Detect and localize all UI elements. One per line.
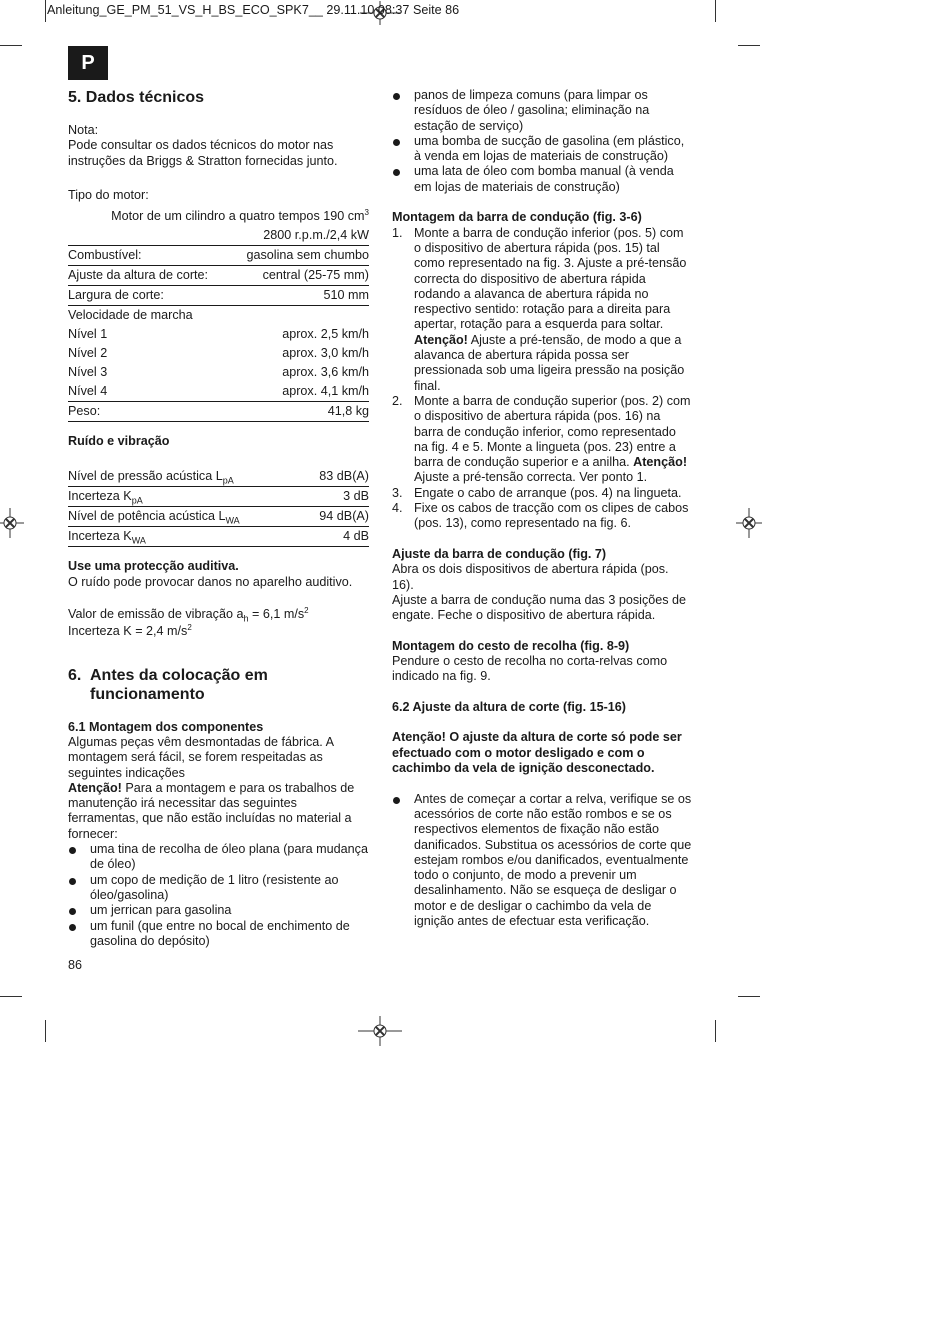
list-item: 2. Monte a barra de condução superior (pos. 2) com o dispositivo de abertura rápida (pos. 16) na barra de condução inferior, como representado na fig. 4 e 5. Monte a lingueta (pos. 23) entre a barra de condução superior e a anilha. Atenção! Ajuste a pré-tensão correcta. Ver ponto 1. — [392, 393, 691, 485]
spec-row: Velocidade de marcha — [68, 308, 193, 323]
attention-tools: Atenção! Para a montagem e para os trabalhos de manutenção irá necessitar das seguintes ferramentas, que não estão incluídas no material a fornecer: — [68, 780, 355, 841]
crop-mark — [715, 0, 716, 22]
vibration-uncertainty: Incerteza K = 2,4 $m/s^2$ — [68, 623, 192, 639]
spec-row: Ajuste da altura de corte: central (25-75 mm) — [68, 266, 369, 286]
spec-row: Combustível: gasolina sem chumbo — [68, 246, 369, 266]
noise-table — [68, 467, 369, 547]
noise-row: Nível de pressão acústica $L_{pA}$ 83 dB(A) — [68, 469, 369, 486]
subsection-6-1-title: 6.1 Montagem dos componentes — [68, 719, 264, 734]
list-item: uma tina de recolha de óleo plana (para mudança de óleo) — [68, 842, 369, 873]
basket-text: Pendure o cesto de recolha no corta-relvas como indicado na fig. 9. — [392, 653, 668, 684]
crop-mark — [0, 996, 22, 997]
section6-title: 6. Antes da colocação em funcionamento — [68, 666, 268, 703]
motor-line2: 2800 r.p.m./2,4 kW — [68, 226, 369, 246]
language-tab: P — [68, 46, 108, 80]
noise-row: Nível de potência acústica $L_{WA}$ 94 dB(A) — [68, 509, 369, 526]
registration-mark-icon — [0, 508, 24, 542]
file-header: Anleitung_GE_PM_51_VS_H_BS_ECO_SPK7__ 29.11.10 08:37 Seite 86 — [47, 3, 460, 17]
page-number: 86 — [68, 958, 83, 972]
assembly-intro: Algumas peças vêm desmontadas de fábrica. A montagem será fácil, se forem respeitadas as seguintes indicações — [68, 734, 334, 780]
handle-adjust-text1: Abra os dois dispositivos de abertura rápida (pos. 16). — [392, 562, 669, 592]
spec-row: Nível 2 aprox. 3,0 km/h — [68, 346, 369, 361]
crop-mark — [738, 45, 760, 46]
note-label: Nota: — [68, 123, 99, 137]
note-text: Pode consultar os dados técnicos do motor nas instruções da Briggs & Stratton fornecidas junto. — [68, 138, 338, 168]
handle-adjust-title: Ajuste da barra de condução (fig. 7) — [392, 546, 607, 561]
crop-mark — [738, 996, 760, 997]
crop-mark — [45, 1020, 46, 1042]
list-item: um copo de medição de 1 litro (resistente ao óleo/gasolina) — [68, 873, 369, 904]
registration-mark-icon — [358, 1016, 402, 1050]
list-item: Antes de começar a cortar a relva, verifique se os acessórios de corte não estão rombos e se os respectivos elementos de fixação não estão danificados. Substitua os acessórios de corte que estejam rombos e/ou danificados, eventualmente todo o conjunto, de modo a prevenir um desalinhamento. Não se esqueça de desligar o motor e de desligar o cachimbo da vela de ignição antes de efectuar esta verificação. — [392, 792, 692, 930]
spec-row: Largura de corte: 510 mm — [68, 286, 369, 306]
basket-title: Montagem do cesto de recolha (fig. 8-9) — [392, 638, 630, 653]
noise-row: Incerteza $K_{WA}$ 4 dB — [68, 529, 369, 546]
list-item: uma lata de óleo com bomba manual (à venda em lojas de materiais de construção) — [392, 164, 692, 195]
cutting-height-warning: Atenção! O ajuste da altura de corte só pode ser efectuado com o motor desligado e com o cachimbo da vela de ignição desconectado. — [392, 730, 682, 776]
left-column — [68, 88, 369, 949]
list-item: um jerrican para gasolina — [68, 903, 369, 918]
spec-row: Nível 4 aprox. 4,1 km/h — [68, 382, 369, 402]
section5-title: 5. Dados técnicos — [68, 89, 205, 106]
right-column — [392, 88, 692, 929]
noise-row: Incerteza $K_{pA}$ 3 dB — [68, 489, 369, 506]
crop-mark — [715, 1020, 716, 1042]
list-item: uma bomba de sucção de gasolina (em plástico, à venda em lojas de materiais de construção) — [392, 134, 692, 165]
list-item: um funil (que entre no bocal de enchimento de gasolina do depósito) — [68, 919, 369, 950]
motor-type-label: Tipo do motor: — [68, 187, 149, 202]
list-item: 3. Engate o cabo de arranque (pos. 4) na lingueta. — [392, 485, 682, 500]
spec-row: Nível 3 aprox. 3,6 km/h — [68, 365, 369, 380]
handle-adjust-text2: Ajuste a barra de condução numa das 3 posições de engate. Feche o dispositivo de abertura rápida. — [392, 592, 687, 623]
list-item: panos de limpeza comuns (para limpar os resíduos de óleo / gasolina; eliminação na estação de serviço) — [392, 88, 692, 134]
spec-row: Peso: 41,8 kg — [68, 402, 369, 422]
handle-steps — [392, 226, 692, 532]
hearing-text: O ruído pode provocar danos no aparelho auditivo. — [68, 574, 353, 589]
tools-list-right — [392, 88, 692, 195]
motor-line1: Motor de um cilindro a quatro tempos 190 $cm^3$ — [111, 208, 369, 224]
noise-title: Ruído e vibração — [68, 434, 170, 449]
crop-mark — [45, 0, 46, 22]
handle-assembly-title: Montagem da barra de condução (fig. 3-6) — [392, 210, 642, 225]
tools-list-left — [68, 842, 369, 949]
hearing-warning: Use uma protecção auditiva. — [68, 559, 239, 574]
spec-table — [68, 246, 369, 422]
spec-row: Nível 1 aprox. 2,5 km/h — [68, 327, 369, 342]
subsection-6-2-title: 6.2 Ajuste da altura de corte (fig. 15-16) — [392, 699, 626, 714]
vibration-value: Valor de emissão de vibração $a_h = 6,1$ $m/s^2$ — [68, 606, 309, 624]
list-item: 4. Fixe os cabos de tracção com os clipes de cabos (pos. 13), como representado na fig. 6. — [392, 501, 689, 531]
list-item: 1. Monte a barra de condução inferior (pos. 5) com o dispositivo de abertura rápida (pos. 15) tal como representado na fig. 3. Ajuste a pré-tensão correcta do dispositivo de abertura rápida rodando a alavanca de abertura rápida no respectivo sentido: rotação para a direita para apertar, rotação para a esquerda para soltar. Atenção! Ajuste a pré-tensão, de modo a que a alavanca de abertura rápida possa ser pressionada sob uma ligeira pressão na posição final. — [392, 225, 687, 393]
registration-mark-icon — [736, 508, 762, 542]
crop-mark — [0, 45, 22, 46]
